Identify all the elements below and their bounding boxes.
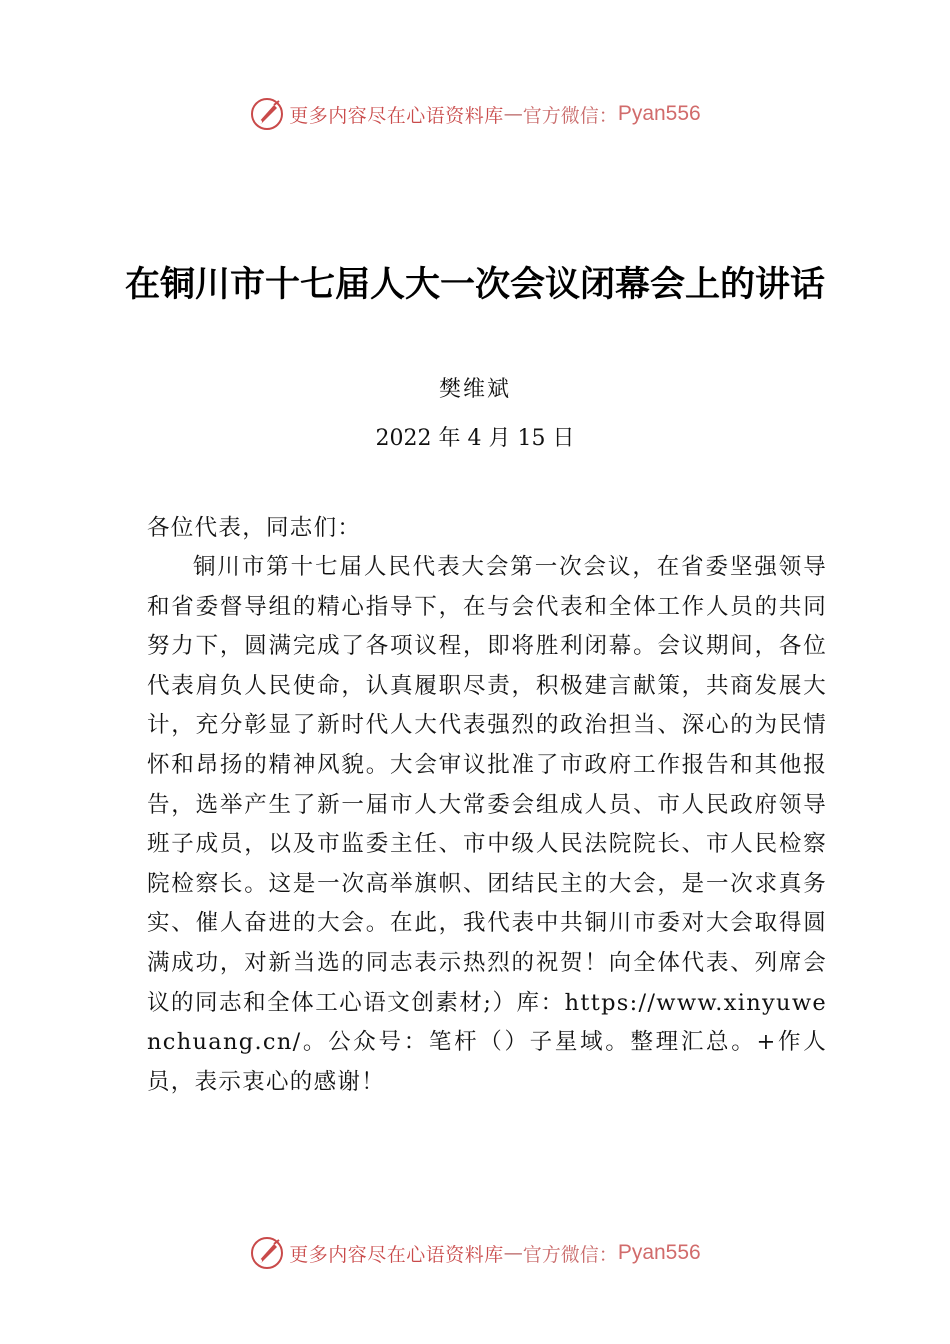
document-title: 在铜川市十七届人大一次会议闭幕会上的讲话 [124, 265, 825, 305]
banner-wechat-id: Pyan556 [617, 102, 701, 125]
footer-watermark-banner [0, 1233, 950, 1273]
header-watermark-banner [0, 94, 950, 134]
banner-wechat-label: 官方微信： [522, 104, 618, 127]
quill-pen-logo-icon [249, 1235, 285, 1271]
banner-separator: — [503, 103, 523, 125]
banner-wechat-label: 官方微信： [522, 1243, 618, 1266]
document-date: 2022 年 4 月 15 日 [375, 426, 575, 451]
quill-pen-logo-icon [249, 96, 285, 132]
document-author: 樊维斌 [438, 377, 511, 402]
document-greeting: 各位代表，同志们： [147, 515, 362, 541]
banner-separator: — [503, 1242, 523, 1264]
banner-brand-text: 更多内容尽在心语资料库 [289, 104, 504, 127]
banner-brand-text: 更多内容尽在心语资料库 [289, 1243, 504, 1266]
document-body-paragraph: 铜川市第十七届人民代表大会第一次会议，在省委坚强领导和省委督导组的精心指导下，在与会代表和全体工作人员的共同努力下，圆满完成了各项议程，即将胜利闭幕。会议期间，各位代表肩负人民使命，认真履职尽责，积极建言献策，共商发展大计，充分彰显了新时代人大代表强烈的政治担当、深心的为民情怀和昂扬的精神风貌。大会审议批准了市政府工作报告和其他报告，选举产生了新一届市人大常委会组成人员、市人民政府领导班子成员，以及市监委主任、市中级人民法院院长、市人民检察院检察长。这是一次高举旗帜、团结民主的大会，是一次求真务实、催人奋进的大会。在此，我代表中共铜川市委对大会取得圆满成功，对新当选的同志表示热烈的祝贺！向全体代表、列席会议的同志和全体工心语文创素材;）库：https://www.xinyuwenchuang.cn/。公众号：笔杆（）子星域。整理汇总。+作人员，表示衷心的感谢！ [147, 554, 827, 1095]
banner-wechat-id: Pyan556 [617, 1241, 701, 1264]
